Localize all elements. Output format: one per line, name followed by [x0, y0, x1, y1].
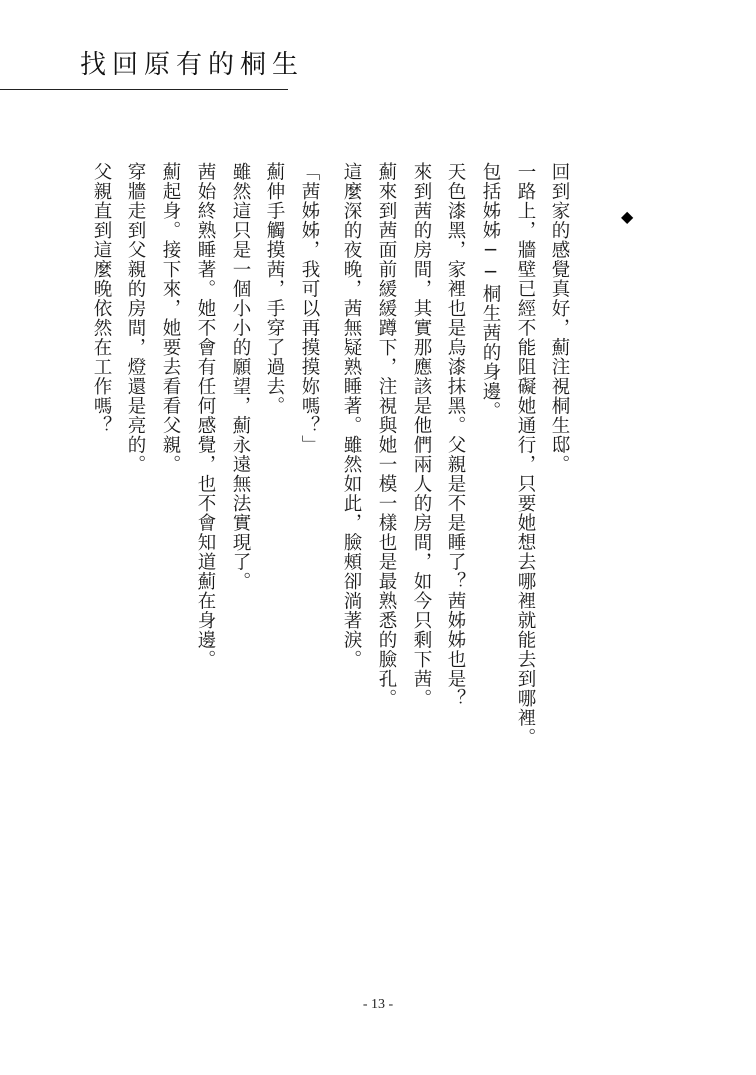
- text-column-8: 「茜姊姊，我可以再摸摸妳嗎？」: [299, 162, 320, 455]
- running-header-title: 找回原有的桐生: [80, 50, 305, 80]
- text-column-11: 茜始終熟睡著。她不會有任何感覺，也不會知道薊在身邊。: [195, 162, 216, 669]
- text-column-5: 來到茜的房間，其實那應該是他們兩人的房間，如今只剩下茜。: [411, 162, 432, 708]
- header-rule: [0, 89, 288, 90]
- page-number: - 13 -: [362, 997, 394, 1012]
- text-column-4: 天色漆黑，家裡也是烏漆抹黑。父親是不是睡了？茜姊姊也是？: [445, 162, 466, 708]
- text-column-14: 父親直到這麼晚依然在工作嗎？: [91, 162, 112, 435]
- text-column-12: 薊起身。接下來，她要去看看父親。: [160, 162, 181, 474]
- text-column-3: 包括姊姊──桐生茜的身邊。: [480, 162, 501, 421]
- section-diamond-icon: ◆: [621, 207, 634, 226]
- text-column-13: 穿牆走到父親的房間，燈還是亮的。: [125, 162, 146, 474]
- text-column-10: 雖然這只是一個小小的願望，薊永遠無法實現了。: [230, 162, 251, 591]
- text-column-7: 這麼深的夜晚，茜無疑熟睡著。雖然如此，臉頰卻淌著淚。: [341, 162, 362, 669]
- text-column-9: 薊伸手觸摸茜，手穿了過去。: [264, 162, 285, 416]
- text-column-2: 一路上，牆壁已經不能阻礙她通行，只要她想去哪裡就能去到哪裡。: [515, 162, 536, 747]
- text-column-6: 薊來到茜面前緩緩蹲下，注視與她一模一樣也是最熟悉的臉孔。: [376, 162, 397, 708]
- text-column-1: 回到家的感覺真好，薊注視桐生邸。: [549, 162, 570, 474]
